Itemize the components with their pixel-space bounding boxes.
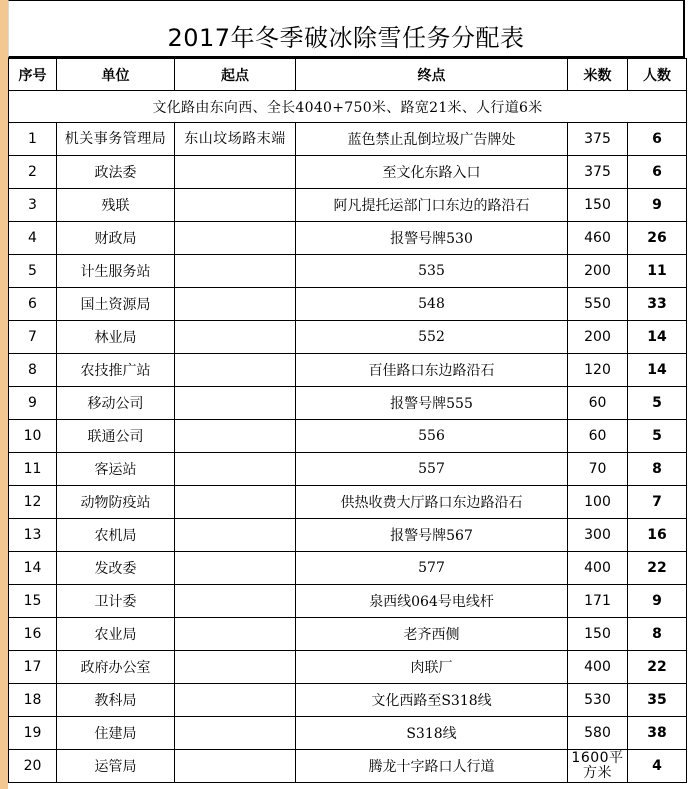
- cell-meters[interactable]: 1600平方米: [568, 750, 628, 783]
- cell-unit[interactable]: 农技推广站: [57, 354, 175, 387]
- table-row: [9, 519, 687, 552]
- cell-end[interactable]: S318线: [296, 717, 568, 750]
- cell-no[interactable]: 8: [9, 354, 57, 387]
- cell-meters[interactable]: 400: [568, 552, 628, 585]
- cell-no[interactable]: 5: [9, 255, 57, 288]
- cell-people[interactable]: 16: [628, 519, 687, 552]
- cell-unit[interactable]: 农业局: [57, 618, 175, 651]
- header-no[interactable]: 序号: [9, 59, 57, 91]
- cell-meters[interactable]: 120: [568, 354, 628, 387]
- table-row: [9, 420, 687, 453]
- cell-end[interactable]: 报警号牌530: [296, 222, 568, 255]
- cell-people[interactable]: 8: [628, 618, 687, 651]
- cell-no[interactable]: 10: [9, 420, 57, 453]
- table-row: [9, 585, 687, 618]
- cell-start[interactable]: [175, 585, 296, 618]
- cell-unit[interactable]: 卫计委: [57, 585, 175, 618]
- header-meters[interactable]: 米数: [568, 59, 628, 91]
- cell-meters[interactable]: 375: [568, 156, 628, 189]
- table-row: [9, 486, 687, 519]
- cell-no[interactable]: 9: [9, 387, 57, 420]
- table-row: [9, 156, 687, 189]
- cell-end[interactable]: 老齐西侧: [296, 618, 568, 651]
- table-row: [9, 552, 687, 585]
- cell-end[interactable]: 556: [296, 420, 568, 453]
- cell-meters[interactable]: 375: [568, 123, 628, 156]
- table-row: [9, 453, 687, 486]
- cell-no[interactable]: 16: [9, 618, 57, 651]
- cell-start[interactable]: [175, 453, 296, 486]
- table-row: [9, 222, 687, 255]
- cell-no[interactable]: 14: [9, 552, 57, 585]
- cell-unit[interactable]: 移动公司: [57, 387, 175, 420]
- cell-end[interactable]: 泉西线064号电线杆: [296, 585, 568, 618]
- cell-start[interactable]: [175, 651, 296, 684]
- header-end[interactable]: 终点: [296, 59, 568, 91]
- header-row: [9, 59, 687, 91]
- cell-unit[interactable]: 客运站: [57, 453, 175, 486]
- title-cell[interactable]: [8, 0, 685, 58]
- cell-people[interactable]: 4: [628, 750, 687, 783]
- cell-unit[interactable]: 计生服务站: [57, 255, 175, 288]
- cell-meters[interactable]: 70: [568, 453, 628, 486]
- cell-no[interactable]: 17: [9, 651, 57, 684]
- header-people[interactable]: 人数: [628, 59, 687, 91]
- cell-meters[interactable]: 150: [568, 618, 628, 651]
- cell-end[interactable]: 文化西路至S318线: [296, 684, 568, 717]
- cell-people[interactable]: 6: [628, 156, 687, 189]
- cell-people[interactable]: 35: [628, 684, 687, 717]
- cell-start[interactable]: [175, 420, 296, 453]
- table-row: [9, 717, 687, 750]
- cell-no[interactable]: 2: [9, 156, 57, 189]
- task-table: [8, 58, 687, 783]
- cell-people[interactable]: 9: [628, 189, 687, 222]
- cell-people[interactable]: 5: [628, 387, 687, 420]
- cell-start[interactable]: [175, 552, 296, 585]
- cell-people[interactable]: 6: [628, 123, 687, 156]
- table-row: [9, 123, 687, 156]
- table-row: [9, 189, 687, 222]
- cell-end[interactable]: 报警号牌555: [296, 387, 568, 420]
- cell-start[interactable]: [175, 387, 296, 420]
- cell-unit[interactable]: 联通公司: [57, 420, 175, 453]
- header-start[interactable]: 起点: [175, 59, 296, 91]
- cell-end[interactable]: 供热收费大厅路口东边路沿石: [296, 486, 568, 519]
- table-row: [9, 750, 687, 783]
- cell-end[interactable]: 557: [296, 453, 568, 486]
- cell-unit[interactable]: 运管局: [57, 750, 175, 783]
- cell-people[interactable]: 5: [628, 420, 687, 453]
- cell-start[interactable]: [175, 156, 296, 189]
- cell-meters[interactable]: 200: [568, 255, 628, 288]
- cell-no[interactable]: 19: [9, 717, 57, 750]
- cell-end[interactable]: 552: [296, 321, 568, 354]
- route-note[interactable]: 文化路由东向西、全长4040+750米、路宽21米、人行道6米: [9, 91, 687, 123]
- cell-no[interactable]: 15: [9, 585, 57, 618]
- cell-people[interactable]: 11: [628, 255, 687, 288]
- cell-people[interactable]: 33: [628, 288, 687, 321]
- table-row: [9, 255, 687, 288]
- cell-unit[interactable]: 政法委: [57, 156, 175, 189]
- cell-start[interactable]: [175, 288, 296, 321]
- cell-no[interactable]: 4: [9, 222, 57, 255]
- header-unit[interactable]: 单位: [57, 59, 175, 91]
- cell-start[interactable]: 东山坟场路末端: [175, 123, 296, 156]
- cell-meters[interactable]: 171: [568, 585, 628, 618]
- cell-start[interactable]: [175, 255, 296, 288]
- cell-people[interactable]: 38: [628, 717, 687, 750]
- cell-end[interactable]: 548: [296, 288, 568, 321]
- cell-end[interactable]: 肉联厂: [296, 651, 568, 684]
- cell-no[interactable]: 18: [9, 684, 57, 717]
- table-row: [9, 387, 687, 420]
- cell-meters[interactable]: 60: [568, 387, 628, 420]
- cell-start[interactable]: [175, 486, 296, 519]
- cell-no[interactable]: 6: [9, 288, 57, 321]
- cell-no[interactable]: 1: [9, 123, 57, 156]
- cell-no[interactable]: 3: [9, 189, 57, 222]
- note-row: [9, 91, 687, 123]
- cell-no[interactable]: 20: [9, 750, 57, 783]
- cell-unit[interactable]: 国土资源局: [57, 288, 175, 321]
- cell-meters[interactable]: 580: [568, 717, 628, 750]
- cell-start[interactable]: [175, 222, 296, 255]
- cell-start[interactable]: [175, 618, 296, 651]
- cell-end[interactable]: 577: [296, 552, 568, 585]
- cell-unit[interactable]: 林业局: [57, 321, 175, 354]
- table-row: [9, 321, 687, 354]
- cell-unit[interactable]: 农机局: [57, 519, 175, 552]
- cell-start[interactable]: [175, 519, 296, 552]
- page-title: 2017年冬季破冰除雪任务分配表: [167, 24, 525, 52]
- cell-end[interactable]: 报警号牌567: [296, 519, 568, 552]
- cell-unit[interactable]: 机关事务管理局: [57, 123, 175, 156]
- cell-unit[interactable]: 残联: [57, 189, 175, 222]
- cell-people[interactable]: 7: [628, 486, 687, 519]
- cell-unit[interactable]: 财政局: [57, 222, 175, 255]
- cell-start[interactable]: [175, 684, 296, 717]
- cell-meters[interactable]: 150: [568, 189, 628, 222]
- cell-end[interactable]: 535: [296, 255, 568, 288]
- cell-meters[interactable]: 530: [568, 684, 628, 717]
- cell-start[interactable]: [175, 321, 296, 354]
- cell-end[interactable]: 百佳路口东边路沿石: [296, 354, 568, 387]
- table-row: [9, 684, 687, 717]
- cell-people[interactable]: 14: [628, 321, 687, 354]
- table-row: [9, 618, 687, 651]
- cell-end[interactable]: 至文化东路入口: [296, 156, 568, 189]
- cell-people[interactable]: 22: [628, 651, 687, 684]
- cell-meters[interactable]: 400: [568, 651, 628, 684]
- table-row: [9, 651, 687, 684]
- cell-end[interactable]: 阿凡提托运部门口东边的路沿石: [296, 189, 568, 222]
- cell-unit[interactable]: 教科局: [57, 684, 175, 717]
- cell-no[interactable]: 13: [9, 519, 57, 552]
- table-row: [9, 354, 687, 387]
- cell-people[interactable]: 22: [628, 552, 687, 585]
- cell-unit[interactable]: 住建局: [57, 717, 175, 750]
- cell-unit[interactable]: 动物防疫站: [57, 486, 175, 519]
- cell-unit[interactable]: 发改委: [57, 552, 175, 585]
- cell-people[interactable]: 14: [628, 354, 687, 387]
- cell-meters[interactable]: 300: [568, 519, 628, 552]
- cell-people[interactable]: 26: [628, 222, 687, 255]
- table-row: [9, 288, 687, 321]
- cell-meters[interactable]: 60: [568, 420, 628, 453]
- cell-no[interactable]: 7: [9, 321, 57, 354]
- cell-no[interactable]: 11: [9, 453, 57, 486]
- cell-start[interactable]: [175, 354, 296, 387]
- cell-start[interactable]: [175, 717, 296, 750]
- cell-start[interactable]: [175, 189, 296, 222]
- cell-meters[interactable]: 200: [568, 321, 628, 354]
- cell-start[interactable]: [175, 750, 296, 783]
- cell-meters[interactable]: 100: [568, 486, 628, 519]
- cell-people[interactable]: 8: [628, 453, 687, 486]
- row-header-strip: [0, 0, 8, 789]
- cell-end[interactable]: 腾龙十字路口人行道: [296, 750, 568, 783]
- cell-no[interactable]: 12: [9, 486, 57, 519]
- cell-unit[interactable]: 政府办公室: [57, 651, 175, 684]
- cell-meters[interactable]: 460: [568, 222, 628, 255]
- cell-meters[interactable]: 550: [568, 288, 628, 321]
- cell-people[interactable]: 9: [628, 585, 687, 618]
- cell-end[interactable]: 蓝色禁止乱倒垃圾广告牌处: [296, 123, 568, 156]
